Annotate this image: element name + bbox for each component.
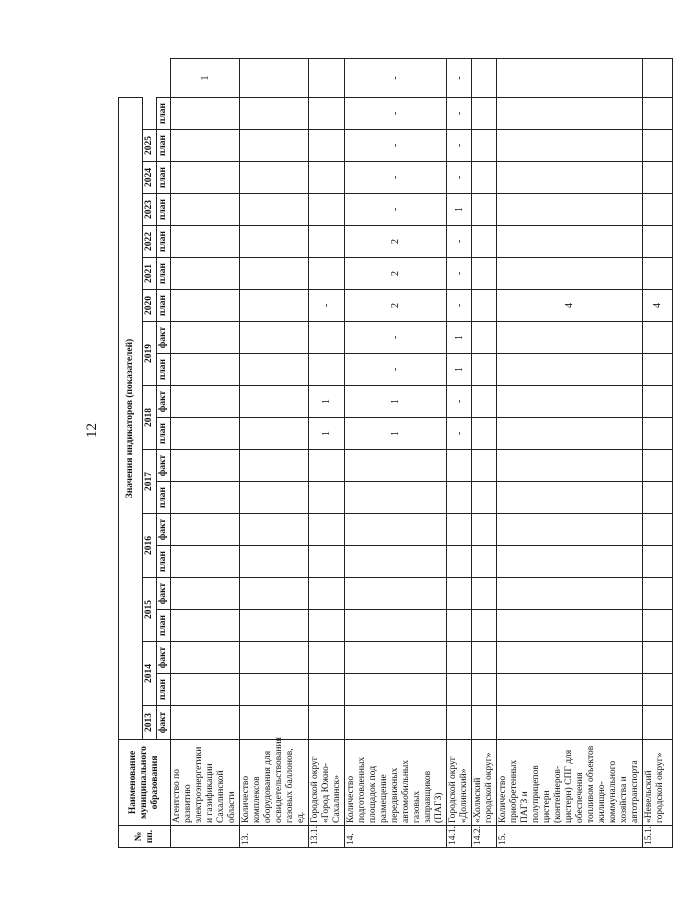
value-cell [643,130,673,162]
value-cell [497,546,643,578]
value-cell: - [345,354,447,386]
value-cell [643,194,673,226]
value-cell [472,97,497,129]
value-cell [240,258,309,290]
value-cell [447,610,472,642]
value-cell [447,578,472,610]
rotated-table-container [118,58,665,848]
year-2016: 2016 [143,514,157,578]
year-2015: 2015 [143,578,157,642]
value-cell [472,450,497,482]
row-name: Городской округ «Долинский» [447,740,472,826]
row-name: Количество подготовленных площадок под размещение передвижных автомобильных газовых заправщиков (ПАГЗ) [345,740,447,826]
value-cell [472,226,497,258]
value-cell [497,482,643,514]
value-cell [472,418,497,450]
value-cell [643,674,673,706]
value-cell [447,450,472,482]
value-cell [240,322,309,354]
value-cell [472,546,497,578]
value-cell [309,226,345,258]
value-cell [309,610,345,642]
row-number [171,826,240,848]
value-cell: - [345,322,447,354]
value-cell [472,130,497,162]
value-cell [240,354,309,386]
row-number: 13. [240,826,309,848]
value-cell [345,450,447,482]
value-cell: - [447,59,472,98]
value-cell [309,194,345,226]
value-cell [472,706,497,740]
sub-plan: план [157,610,171,642]
value-cell [309,642,345,674]
value-cell [472,194,497,226]
row-name: Агентство по развитию электроэнергетики и газификации Сахалинской области [171,740,240,826]
value-cell [309,322,345,354]
value-cell [643,162,673,194]
value-cell [472,354,497,386]
value-cell [643,59,673,98]
value-cell [240,418,309,450]
value-cell [643,610,673,642]
row-name: «Невельский городской округ» [643,740,673,826]
value-cell: 1 [345,418,447,450]
value-cell [447,482,472,514]
value-cell [497,194,643,226]
sub-plan: план [157,418,171,450]
value-cell [472,514,497,546]
value-cell [643,354,673,386]
value-cell: 1 [309,418,345,450]
sub-plan: план [157,290,171,322]
value-cell [240,226,309,258]
value-cell: - [345,59,447,98]
value-cell [171,610,240,642]
value-cell [345,706,447,740]
value-cell [472,290,497,322]
table-row [472,59,497,848]
value-cell [240,514,309,546]
value-cell [240,194,309,226]
col-name-header: Наименование муниципального образования [119,740,171,826]
value-cell [309,97,345,129]
row-number: 13.1. [309,826,345,848]
table-row [171,59,240,848]
value-cell: 2 [345,290,447,322]
sub-plan: план [157,162,171,194]
value-cell: - [447,258,472,290]
value-cell [345,482,447,514]
value-cell: 4 [643,290,673,322]
value-cell [643,514,673,546]
value-cell [309,59,345,98]
value-cell [497,450,643,482]
value-cell [309,130,345,162]
value-cell [309,706,345,740]
sub-plan: план [157,354,171,386]
value-cell [472,578,497,610]
value-cell [497,130,643,162]
value-cell [240,674,309,706]
value-cell: 1 [447,322,472,354]
value-cell [171,226,240,258]
value-cell [171,706,240,740]
value-cell [171,130,240,162]
value-cell [447,706,472,740]
sub-plan: план [157,130,171,162]
value-cell [497,642,643,674]
row-number: 14.1. [447,826,472,848]
value-cell: - [447,386,472,418]
value-cell [171,642,240,674]
value-cell: 4 [497,290,643,322]
value-cell [497,97,643,129]
value-cell: 2 [345,258,447,290]
sub-fact: факт [157,578,171,610]
year-2025: 2025 [143,130,157,162]
year-2017: 2017 [143,450,157,514]
year-2013: 2013 [143,706,157,740]
row-name: Городской округ «Город Южно-Сахалинск» [309,740,345,826]
value-cell [643,450,673,482]
table-row [447,59,472,848]
value-cell [345,674,447,706]
value-cell: 1 [447,354,472,386]
year-2022: 2022 [143,226,157,258]
value-cell [240,642,309,674]
value-cell: - [345,130,447,162]
value-cell [472,482,497,514]
value-cell: 1 [447,194,472,226]
value-cell [240,578,309,610]
value-cell: 1 [345,386,447,418]
sub-fact: факт [157,706,171,740]
value-cell [497,162,643,194]
value-cell [171,322,240,354]
value-cell: - [447,97,472,129]
year-2021: 2021 [143,258,157,290]
sub-fact: факт [157,514,171,546]
value-cell [171,514,240,546]
value-cell: 1 [309,386,345,418]
value-cell [240,59,309,98]
value-cell [472,642,497,674]
value-cell [497,59,643,98]
table-row [309,59,345,848]
value-cell [497,386,643,418]
year-2024: 2024 [143,162,157,194]
sub-fact: факт [157,642,171,674]
value-cell [240,290,309,322]
value-cell [643,418,673,450]
value-cell [345,546,447,578]
value-cell [447,674,472,706]
value-cell [497,258,643,290]
value-cell [497,578,643,610]
value-cell [309,546,345,578]
value-cell [472,674,497,706]
row-name: «Холмский городской округ» [472,740,497,826]
value-cell [447,514,472,546]
value-cell [472,322,497,354]
value-cell: - [309,290,345,322]
row-number: 15. [497,826,643,848]
sub-fact: факт [157,450,171,482]
row-number: 14.2. [472,826,497,848]
value-cell [240,546,309,578]
sub-plan: план [157,674,171,706]
table-row [345,59,447,848]
value-cell: - [447,290,472,322]
table-row [240,59,309,848]
value-cell [171,386,240,418]
sub-plan: план [157,194,171,226]
value-cell [309,450,345,482]
value-cell [171,418,240,450]
table-row [497,59,643,848]
sub-fact: факт [157,386,171,418]
value-cell [472,610,497,642]
year-2023: 2023 [143,194,157,226]
value-cell [171,97,240,129]
value-cell [497,514,643,546]
value-cell [497,418,643,450]
value-cell [240,130,309,162]
sub-plan: план [157,258,171,290]
value-cell [643,322,673,354]
value-cell [171,162,240,194]
value-cell [309,514,345,546]
value-cell [643,642,673,674]
value-cell [171,674,240,706]
value-cell: 1 [171,59,240,98]
value-cell: - [345,162,447,194]
sub-plan: план [157,546,171,578]
value-cell [643,226,673,258]
value-cell [171,194,240,226]
value-cell [472,59,497,98]
value-cell [643,546,673,578]
value-cell: - [447,162,472,194]
value-cell [309,258,345,290]
value-cell [240,162,309,194]
value-cell: - [345,97,447,129]
value-cell [345,514,447,546]
value-cell [171,450,240,482]
value-cell [240,386,309,418]
value-cell [309,674,345,706]
row-name: Количество комплексов оборудования для освидетельствования газовых баллонов, ед. [240,740,309,826]
value-cell [447,546,472,578]
value-cell [643,706,673,740]
sub-plan: план [157,97,171,129]
value-cell [240,482,309,514]
value-cell: - [447,226,472,258]
value-cell [240,706,309,740]
value-cell [240,610,309,642]
value-cell [643,97,673,129]
sub-plan: план [157,226,171,258]
row-number: 14. [345,826,447,848]
year-2014: 2014 [143,642,157,706]
row-number: 15.1. [643,826,673,848]
row-name: Количество приобретенных ПАГЗ и полуприцепов цистерн (контейнеров-цистерн) СПГ для обеспечения топливом объектов жилищно-коммунального хозяйства и автотранспорта [497,740,643,826]
value-cell [171,354,240,386]
value-cell [240,450,309,482]
value-cell: - [447,418,472,450]
value-cell [497,706,643,740]
value-cell [309,578,345,610]
value-cell [643,386,673,418]
value-cell [497,322,643,354]
table-row [643,59,673,848]
value-cell [345,610,447,642]
value-cell [643,482,673,514]
value-cell [643,578,673,610]
indicators-table [118,58,673,848]
value-cell [472,258,497,290]
value-cell [497,674,643,706]
value-cell: 2 [345,226,447,258]
value-cell [171,290,240,322]
value-cell [171,258,240,290]
value-cell [472,162,497,194]
value-cell [171,482,240,514]
table-body [171,59,673,848]
value-cell [497,226,643,258]
value-cell [345,578,447,610]
value-cell [345,642,447,674]
sub-fact: факт [157,322,171,354]
value-cell [309,354,345,386]
col-num-header: № пп. [119,826,171,848]
value-cell [171,578,240,610]
year-2020: 2020 [143,290,157,322]
value-cell [643,258,673,290]
sub-plan: план [157,482,171,514]
year-2018: 2018 [143,386,157,450]
year-2019: 2019 [143,322,157,386]
value-cell [447,642,472,674]
group-header: Значения индикаторов (показателей) [119,97,143,739]
value-cell [171,546,240,578]
value-cell [309,482,345,514]
value-cell [309,162,345,194]
value-cell [240,97,309,129]
value-cell [472,386,497,418]
value-cell: - [447,130,472,162]
value-cell: - [345,194,447,226]
page-number: 12 [84,423,100,438]
value-cell [497,354,643,386]
value-cell [497,610,643,642]
